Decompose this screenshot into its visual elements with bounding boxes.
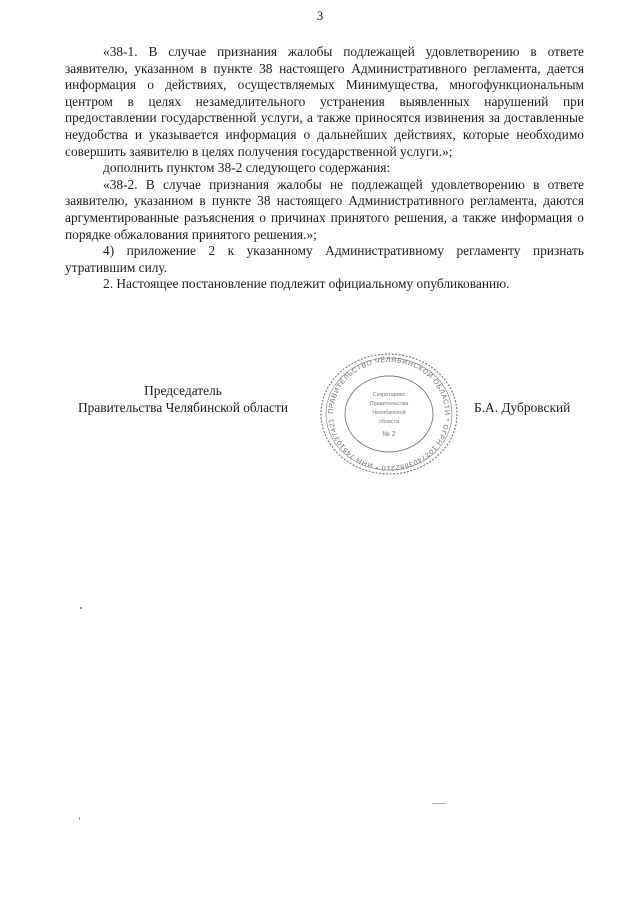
paragraph-38-1: «38-1. В случае признания жалобы подлежащей удовлетворению в ответе заявителю, указанном в пункте 38 настоящего Административного регламента, дается информация о действиях, осуществляемых Минимущества, многофункциональным центром в целях незамедлительного устранения выявленных нарушений при предоставлении государственной услуги, а также приносятся извинения за доставленные неудобства и указывается информация о дальнейших действиях, которые необходимо совершить заявителю в целях получения государственной услуги.»;: [65, 44, 584, 159]
paragraph-38-2: «38-2. В случае признания жалобы не подлежащей удовлетворению в ответе заявителю, указанном в пункте 38 настоящего Административного регламента, даются аргументированные разъяснения о причинах принятого решения, а также информация о порядке обжалования принятого решения.»;: [65, 176, 584, 242]
signatory-title: [66, 382, 300, 416]
scan-mark: [432, 803, 446, 804]
seal-inner-line-4: области: [378, 419, 400, 425]
seal-inner-line-2: Правительства: [369, 401, 409, 407]
paragraph-amendment-intro: дополнить пунктом 38-2 следующего содержания:: [103, 160, 391, 176]
scan-speck: [80, 607, 82, 609]
seal-inner-text: [370, 392, 410, 438]
paragraph-publication: 2. Настоящее постановление подлежит официальному опубликованию.: [103, 276, 510, 292]
signatory-title-line-1: Председатель: [144, 383, 222, 398]
seal-inner-line-1: Секретариат: [372, 392, 406, 398]
paragraph-item-4: 4) приложение 2 к указанному Административному регламенту признать утратившим силу.: [65, 243, 584, 275]
signatory-title-line-2: Правительства Челябинской области: [78, 400, 288, 415]
signatory-name: Б.А. Дубровский: [474, 400, 571, 415]
seal-inner-line-3: Челябинской: [372, 410, 406, 416]
official-seal: [315, 350, 463, 478]
page-number: 3: [316, 8, 324, 23]
seal-outer-text-path: ПРАВИТЕЛЬСТВО ЧЕЛЯБИНСКОЙ ОБЛАСТИ * ОГРН 1027403882210 * ИНН 7451037421: [327, 356, 451, 472]
scan-speck: [79, 817, 80, 820]
seal-inner-line-5: № 2: [382, 431, 396, 438]
document-body: [65, 44, 584, 293]
